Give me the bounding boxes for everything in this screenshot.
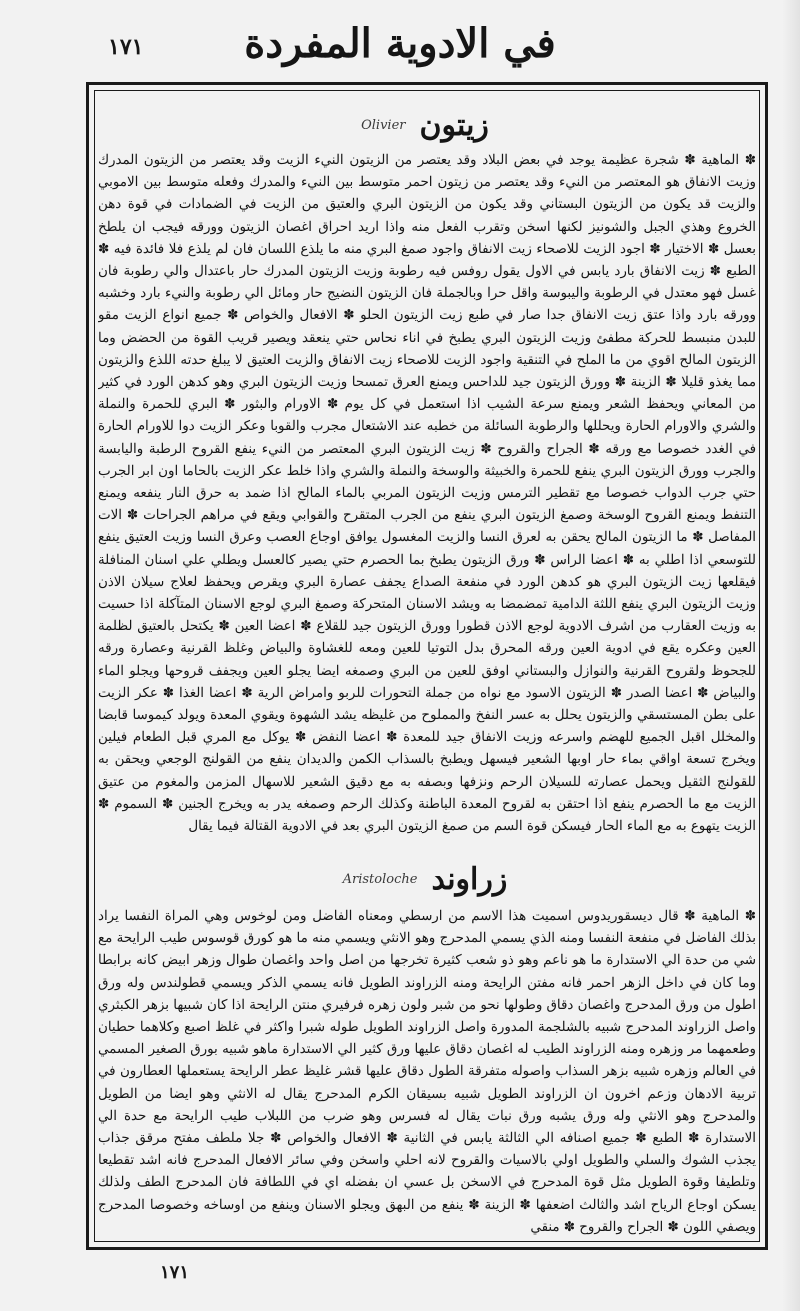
entry-heading-birthwort — [100, 862, 750, 897]
entry-text: ✽ الماهية ✽ قال ديسقوريدوس اسميت هذا الاسم من ارسطي ومعناه الفاضل ومن لوخوس وهي المراة النفسا يراد بذلك الفاضل في منفعة النفسا ومنه الذي يسمي المدحرج وهو الانثي ويسمي منه ما هو كورق قوسوس طيب الرايحة مع شي من حدة الي الاستدارة ما هو ناعم وهو ذو شعب كثيرة تخرجها من اصل واحد واغصان طوال وزهر ابيض كانه برابطا وما كان في داخل الزهر احمر فانه مفتن الرايحة ومنه الزراوند الطويل فانه يسمي الذكر ويسمي قطولندس وله ورق اطول من ورق المدحرج واغصان دقاق وطولها نحو من شبر ولون زهره فرفيري منتن الرايحة اذا كان شبيها بزهر الكبثري واصل الزراوند المدحرج شبيه بالشلجمة المدورة واصل الزراوند الطويل طوله شبرا واكثر في غلظ اصبع وكلاهما حطيان وطعمهما مر وزهره ومنه الزراوند الطيب له اغصان دقاق عليها ورق كثير الي الاستدارة ماهو شبيه بورق الصغير المسمي في العالم وزهره شبيه بزهر السذاب واصوله متفرقة الطول دقاق عليها قشر غليظ عطر الرايحة يستعملها العطارون في تربية الادهان وزعم اخرون ان الزراوند الطويل شبيه بسيقان الكرم المدحرج يقال له الانثي وهو ايضا من الطويل والمدحرج وهو الانثي وله ورق يشبه ورق نبات يقال له فسرس وهو ضرب من اللبلاب طيب الرايحة مع حدة الي الاستدارة ✽ الطبع ✽ جميع اصنافه الي الثالثة يابس في الثانية ✽ الافعال والخواص ✽ جلا ملطف مفتح مرقق جذاب يجذب الشوك والسلي والطويل اولي بالاسيات والقروح لانه احلي واسخن وفي سائر الافعال المدحرج فانه اشد تقطيعا وتلطيفا وقوة الطويل مثل قوة المدحرج في الاسخن بل عسي ان بفضله اي في اللطافة فان المدحرج الطف ولذلك يسكن اوجاع الرياح اشد والثالث اضعفها ✽ الزينة ✽ ينفع من البهق ويجلو الاسنان وينفع من اوساخه وخصوصا المدحرج ويصفي اللون ✽ الجراح والقروح ✽ منقي — [98, 909, 756, 1235]
page-number-top: ١٧١ — [108, 34, 144, 60]
entry-title: زيتون — [419, 108, 489, 143]
running-title: في الادوية المفردة — [244, 20, 556, 67]
entry-title: زراوند — [431, 862, 508, 897]
running-head — [86, 14, 774, 76]
entry-text: ✽ الماهية ✽ شجرة عظيمة يوجد في بعض البلاد وقد يعتصر من الزيتون النيء الزيت وقد يعتصر من الزيتون المدرك وزيت الانفاق هو المعتصر من النيء وقد يعتصر من زيتون احمر متوسط بين النيء والمدرك وفعله متوسط بين الاموبي والزيت قد يكون من الزيتون البستاني وقد يكون من الزيتون البري والعتيق من الزيت في الضمادات في قوة دهن الخروع وهذي الجبل والشونيز لكنها اسخن وتقرب الفعل منه واذا اريد احراق اغصان الزيتون وورقه فيجب ان يلطخ بعسل ✽ الاختيار ✽ اجود الزيت للاصحاء زيت الانفاق واجود صمغ البري منه ما يلذع اللسان فان لم يلذع فلا فائدة فيه ✽ الطبع ✽ زيت الانفاق بارد يابس في الاول يقول روفس فيه رطوبة وزيت الزيتون المدرك حار باعتدال والي رطوبة فان غسل فهو معتدل في الرطوبة واليبوسة واقل حرا وبالجملة فان الزيتون النضيج حار ومائل الي رطوبة والنيء بارد وخشبه وورقه بارد واذا عتق زيت الانفاق جدا صار في طبع زيت الزيتون الحلو ✽ الافعال والخواص ✽ جميع انواع الزيت مقو للبدن منبسط للحركة مطفئ وزيت الزيتون البري يطبخ في اناء نحاس حتي ينعقد ويصير قريب القوة من الحضض وما الزيتون المالح اقوي من ما الملح في التنقية واجود الزيت للاصحاء زيت الانفاق والزيت العتيق لا يبلغ حدته اللذع والزيتون مما يغذو قليلا ✽ الزينة ✽ وورق الزيتون جيد للداحس ويمنع العرق تمسحا وزيت الزيتون البري وهو كدهن الورد في كثير من المعاني ويحفظ الشعر ويمنع سرعة الشيب اذا استعمل في كل يوم ✽ الاورام والبثور ✽ البري للحمرة والنملة والشري والاورام الحارة ويحللها والرطوبة السائلة من خطبه عند الاشتعال مجرب والقوبا وعكر الزيت دوا للاورام الحارة في الغدد خصوصا مع ورقه ✽ الجراح والقروح ✽ زيت الزيتون البري المعتصر من النيء ينفع القروح الرطبة واليابسة والجرب وورق الزيتون البري ينفع للحمرة والخبيثة والوسخة والنملة والشري واذا خلط عكر الزيت بالحاما اون ابر الجرب حتي جرب الدواب خصوصا مع تقطير الترمس وزيت الزيتون المربي بالماء المالح اذا ضمد به حرق النار ينفعه ويمنع التنفط ويمنع القروح الوسخة وصمغ الزيتون البري ينفع من الجرب المتقرح والقوابي ويقع في مراهم الجراحات ✽ الات المفاصل ✽ ما الزيتون المالح يحقن به لعرق النسا والزيت المغسول يوافق اوجاع العصب وعرق النسا وزيت العتيق ينفع للتوسعي اذا اطلي به ✽ اعضا الراس ✽ ورق الزيتون يطبخ بما الحصرم حتي يصير كالعسل ويطلي علي اسنان المنافلة فيقلعها زيت الزيتون البري هو كدهن الورد في منفعة الصداع يجفف عصارة البري ويقرص ويحفظ لعلاج سيلان الاذن وزيت الزيتون البري ينفع اللثة الدامية تمضمضا به ويشد الاسنان المتحركة وصمغ البري لوجع الاسنان المتآكلة اذا حسيت به وزيت العقارب من اشرف الادوية لوجع الاذن قطورا وورق الزيتون جيد للقلاع ✽ اعضا العين ✽ يكتحل بالعتيق لظلمة العين وعكره يقع في ادوية العين ورقه المحرق بدل التوتيا للعين ومعه للغشاوة والبياض وغلظ القرنية وعصارة ورقه للجحوظ ولقروح القرنية والنوازل والبستاني اوفق للعين من البري وصمغه ايضا يجلو العين ويجفف قروحها ويجلو الماء والبياض ✽ اعضا الصدر ✽ الزيتون الاسود مع نواه من جملة التحورات للربو وامراض الرية ✽ اعضا الغذا ✽ عكر الزيت على بطن المستسقي والزيتون يحلل به عسر النفخ والمملوح من غليظه يشد الشهوة ويقوي المعدة ويولد كيموسا قابضا والمخلل اقبل الجميع للهضم واسرعه وزيت الانفاق جيد للمعدة ✽ اعضا النفض ✽ يوكل مع المري قبل الطعام فيلين ويخرج تسعة اواقي بماء حار اوبها الشعير فيسهل ويطبخ بالسذاب الكمن والديدان ينفع من القولنج الوجعي ويحقن به للقولنج الثقيل ويحمل عصارته للسيلان الرحم ونزفها وبصفه به مع دقيق الشعير للاسهال المزمن والمغوم من عتيق الزيت مع ما الحصرم ينفع اذا احتقن به لقروح المعدة الباطنة وكذلك الرحم وصمغه يدر به ويخرج الجنين ✽ السموم ✽ الزيت يتهوع به مع الماء الحار فيسكن قوة السم من صمغ الزيتون البري بعد في الادوية القتالة فيما يقال — [98, 153, 756, 835]
entry-body-birthwort — [98, 906, 756, 1240]
scan-edge — [782, 0, 800, 1311]
entry-heading-olive — [100, 108, 750, 143]
handwritten-latin-note: Aristoloche — [342, 872, 418, 887]
entry-body-olive — [98, 150, 756, 856]
handwritten-latin-note: Olivier — [361, 118, 406, 133]
page-number-bottom: ١٧١ — [160, 1262, 190, 1283]
